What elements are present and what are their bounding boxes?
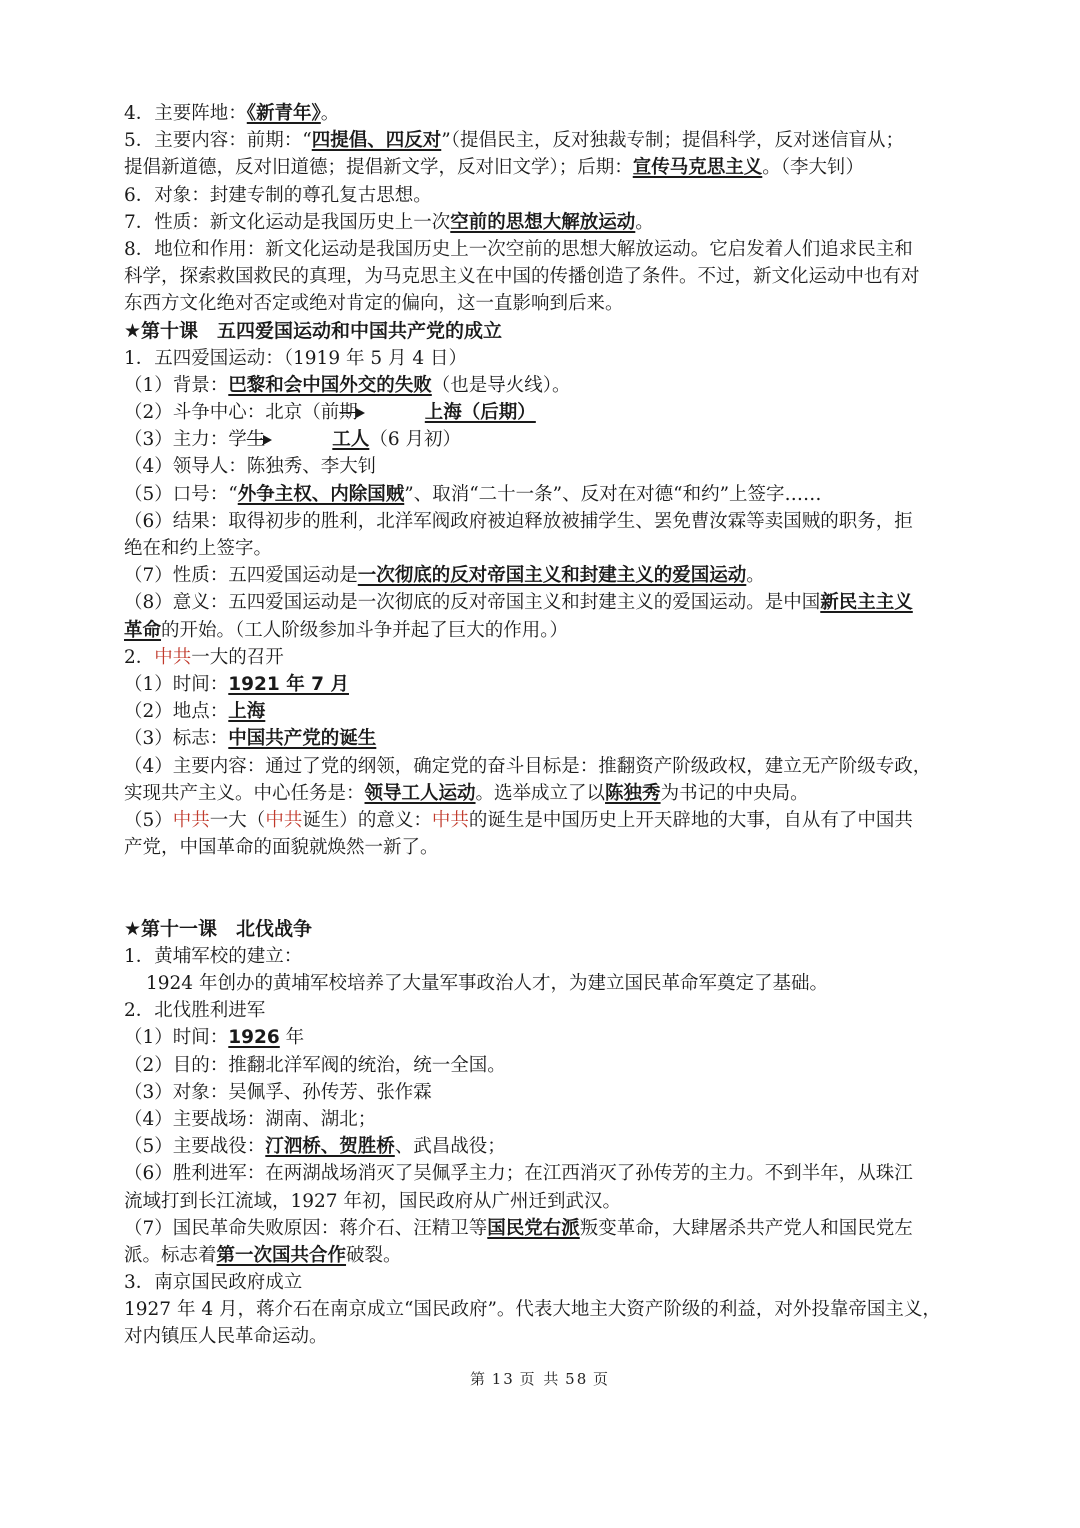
text-segment: 6．对象：封建专制的尊孔复古思想。 (124, 184, 432, 206)
key-term: 新民主主义 (820, 592, 913, 614)
key-term: 国民党右派 (487, 1217, 580, 1239)
text-segment: 8．地位和作用：新文化运动是我国历史上一次空前的思想大解放运动。它启发着人们追求民主和 (124, 238, 913, 260)
text-segment: （2）斗争中心：北京（前 (124, 402, 340, 424)
text-segment: （7）性质：五四爱国运动是 (124, 565, 358, 587)
text-segment: 科学，探索救国救民的真理，为马克思主义在中国的传播创造了条件。不过，新文化运动中也有对 (124, 266, 920, 288)
text-line (124, 644, 1014, 671)
text-segment: 一大（ (209, 809, 266, 831)
text-segment: 东西方文化绝对否定或绝对肯定的偏向，这一直影响到后来。 (124, 293, 624, 315)
text-line (124, 1269, 1014, 1296)
text-segment: （4）主要战场：湖南、湖北； (124, 1108, 377, 1130)
text-segment: 破裂。 (346, 1244, 402, 1266)
text-line (124, 154, 1014, 181)
text-segment: （5） (124, 809, 173, 831)
key-term: 陈独秀 (605, 782, 661, 804)
text-line (124, 345, 1014, 372)
text-segment: 为书记的中央局。 (660, 782, 809, 804)
key-term: 中国共产党的诞生 (228, 728, 377, 750)
text-line (124, 209, 1014, 236)
text-line (124, 127, 1014, 154)
text-line (124, 1024, 1014, 1051)
text-segment: 2． (124, 646, 155, 668)
text-segment: （8）意义：五四爱国运动是一次彻底的反对帝国主义和封建主义的爱国运动。是中国 (124, 592, 821, 614)
text-line (124, 1133, 1014, 1160)
text-segment: 。 (635, 211, 654, 233)
text-line (124, 508, 1014, 535)
text-line (124, 1323, 1014, 1350)
text-segment: （也是导火线）。 (431, 374, 571, 396)
arrow-icon (356, 408, 365, 418)
text-line (124, 182, 1014, 209)
text-line (124, 263, 1014, 290)
text-segment: ”（提倡民主，反对独裁专制；提倡科学，反对迷信盲从； (441, 130, 904, 152)
text-segment: 、武昌战役； (394, 1136, 506, 1158)
text-segment: （3）主力：学 (124, 429, 247, 451)
text-segment: （1）时间： (124, 673, 229, 695)
text-line (124, 780, 1014, 807)
text-line (124, 426, 1014, 453)
text-segment: 。 (746, 565, 765, 587)
text-segment: ”、取消“二十一条”、反对在对德“和约”上签字…… (404, 483, 822, 505)
text-line (124, 753, 1014, 780)
key-term: 上海（后期） (424, 402, 536, 424)
text-segment: 的诞生是中国历史上开天辟地的大事，自从有了中国共 (468, 809, 913, 831)
text-segment: 。选举成立了以 (475, 782, 606, 804)
footer-prefix: 第 (469, 1370, 487, 1388)
text-segment: ★第十一课 北伐战争 (124, 917, 313, 940)
text-line (124, 481, 1014, 508)
text-line (124, 236, 1014, 263)
text-segment: 叛变革命，大肆屠杀共产党人和国民党左 (579, 1217, 913, 1239)
text-segment: 提倡新道德，反对旧道德；提倡新文学，反对旧文学）；后期： (124, 157, 633, 179)
page-footer (0, 1368, 1080, 1389)
text-line (124, 834, 1014, 861)
text-segment: （5）口号：“ (124, 483, 238, 505)
text-line (124, 535, 1014, 562)
text-segment: （2）目的：推翻北洋军阀的统治，统一全国。 (124, 1054, 506, 1076)
footer-page-number: 13 (491, 1370, 515, 1388)
text-line (124, 1160, 1014, 1187)
text-segment: 1．五四爱国运动：（1919 年 5 月 4 日） (124, 347, 468, 369)
text-line (124, 372, 1014, 399)
text-line (124, 100, 1014, 127)
text-segment: 实现共产主义。中心任务是： (124, 782, 365, 804)
struck-text: 期 (339, 402, 358, 424)
text-line (124, 698, 1014, 725)
text-line (124, 562, 1014, 589)
text-segment: 派。标志着 (124, 1244, 217, 1266)
key-term: 1926 (228, 1027, 280, 1049)
text-segment: 1．黄埔军校的建立： (124, 945, 303, 967)
highlight-text: 中共 (154, 646, 192, 668)
key-term: 上海 (228, 701, 266, 723)
text-line (124, 1215, 1014, 1242)
key-term: 《新青年》 (246, 103, 321, 124)
text-line (124, 725, 1014, 752)
text-line (124, 1106, 1014, 1133)
text-segment: （1）时间： (124, 1027, 229, 1049)
text-segment: 4．主要阵地： (124, 103, 247, 124)
text-segment: 。 (320, 103, 340, 124)
text-segment: 的开始。（工人阶级参加斗争并起了巨大的作用。） (161, 619, 569, 641)
key-term: 领导工人运动 (364, 782, 476, 804)
text-line (124, 1052, 1014, 1079)
key-term: 四提倡、四反对 (311, 130, 442, 152)
footer-suffix: 页 (593, 1370, 611, 1388)
text-segment: 诞生）的意义： (302, 809, 432, 831)
text-segment: ★第十课 五四爱国运动和中国共产党的成立 (124, 319, 503, 342)
document-body (124, 100, 1014, 1351)
text-line (124, 1079, 1014, 1106)
key-term: 巴黎和会中国外交的失败 (228, 374, 432, 396)
key-term: 1921 年 7 月 (228, 673, 349, 695)
struck-text: 生 (246, 429, 266, 451)
text-segment: （6）胜利进军：在两湖战场消灭了吴佩孚主力；在江西消灭了孙传芳的主力。不到半年，从珠江 (124, 1163, 913, 1185)
key-term: 空前的思想大解放运动 (450, 211, 636, 233)
text-line (124, 617, 1014, 644)
section-heading (124, 916, 1014, 943)
text-segment: （7）国民革命失败原因：蒋介石、汪精卫等 (124, 1217, 488, 1239)
highlight-text: 中共 (172, 809, 210, 831)
text-segment: 一大的召开 (191, 646, 284, 668)
blank-line (124, 861, 1014, 888)
text-line (124, 1242, 1014, 1269)
text-segment: 3．南京国民政府成立 (124, 1272, 303, 1294)
text-segment: 2．北伐胜利进军 (124, 1000, 266, 1022)
text-segment: 7．性质：新文化运动是我国历史上一次 (124, 211, 451, 233)
text-segment: （5）主要战役： (124, 1136, 266, 1158)
text-segment: （1）背景： (124, 374, 229, 396)
blank-line (124, 888, 1014, 915)
text-segment: （3）标志： (124, 728, 229, 750)
arrow-icon (263, 435, 272, 445)
text-segment: （2）地点： (124, 701, 229, 723)
text-segment: （4）主要内容：通过了党的纲领，确定党的奋斗目标是：推翻资产阶级政权，建立无产阶级专政， (124, 755, 932, 777)
text-line (124, 970, 1014, 997)
key-term: 工人 (332, 429, 370, 451)
text-line (124, 290, 1014, 317)
text-segment: （6 月初） (369, 429, 461, 451)
text-segment: 对内镇压人民革命运动。 (124, 1326, 328, 1348)
text-line (124, 1296, 1014, 1323)
text-segment: 5．主要内容：前期：“ (124, 130, 312, 152)
text-line (124, 453, 1014, 480)
text-line (124, 807, 1014, 834)
text-line (124, 1188, 1014, 1215)
key-term: 一次彻底的反对帝国主义和封建主义的爱国运动 (357, 565, 747, 587)
footer-mid: 页 共 (519, 1370, 561, 1388)
highlight-text: 中共 (265, 809, 303, 831)
text-segment: 1924 年创办的黄埔军校培养了大量军事政治人才，为建立国民革命军奠定了基础。 (146, 973, 828, 994)
section-heading (124, 318, 1014, 345)
key-term: 宣传马克思主义 (632, 157, 763, 179)
text-segment: （6）结果：取得初步的胜利，北洋军阀政府被迫释放被捕学生、罢免曹汝霖等卖国贼的职务，拒 (124, 510, 913, 532)
key-term: 革命 (124, 619, 162, 641)
text-segment: 。（李大钊） (762, 157, 865, 179)
text-segment: 产党，中国革命的面貌就焕然一新了。 (124, 837, 439, 859)
text-line (124, 399, 1014, 426)
highlight-text: 中共 (431, 809, 469, 831)
text-segment: （4）领导人：陈独秀、李大钊 (124, 456, 377, 478)
text-segment: 1927 年 4 月，蒋介石在南京成立“国民政府”。代表大地主大资产阶级的利益，对外投靠帝国主义， (124, 1299, 941, 1321)
key-term: 第一次国共合作 (216, 1244, 347, 1266)
text-segment: （3）对象：吴佩孚、孙传芳、张作霖 (124, 1081, 432, 1103)
text-line (124, 943, 1014, 970)
footer-total-pages: 58 (565, 1370, 589, 1388)
text-line (124, 671, 1014, 698)
text-line (124, 589, 1014, 616)
text-segment: 流域打到长江流域，1927 年初，国民政府从广州迁到武汉。 (124, 1190, 621, 1212)
key-term: 汀泗桥、贺胜桥 (265, 1136, 395, 1158)
key-term: 外争主权、内除国贼 (237, 483, 405, 505)
text-line (124, 997, 1014, 1024)
text-segment: 年 (279, 1027, 305, 1049)
text-segment: 绝在和约上签字。 (124, 538, 273, 559)
